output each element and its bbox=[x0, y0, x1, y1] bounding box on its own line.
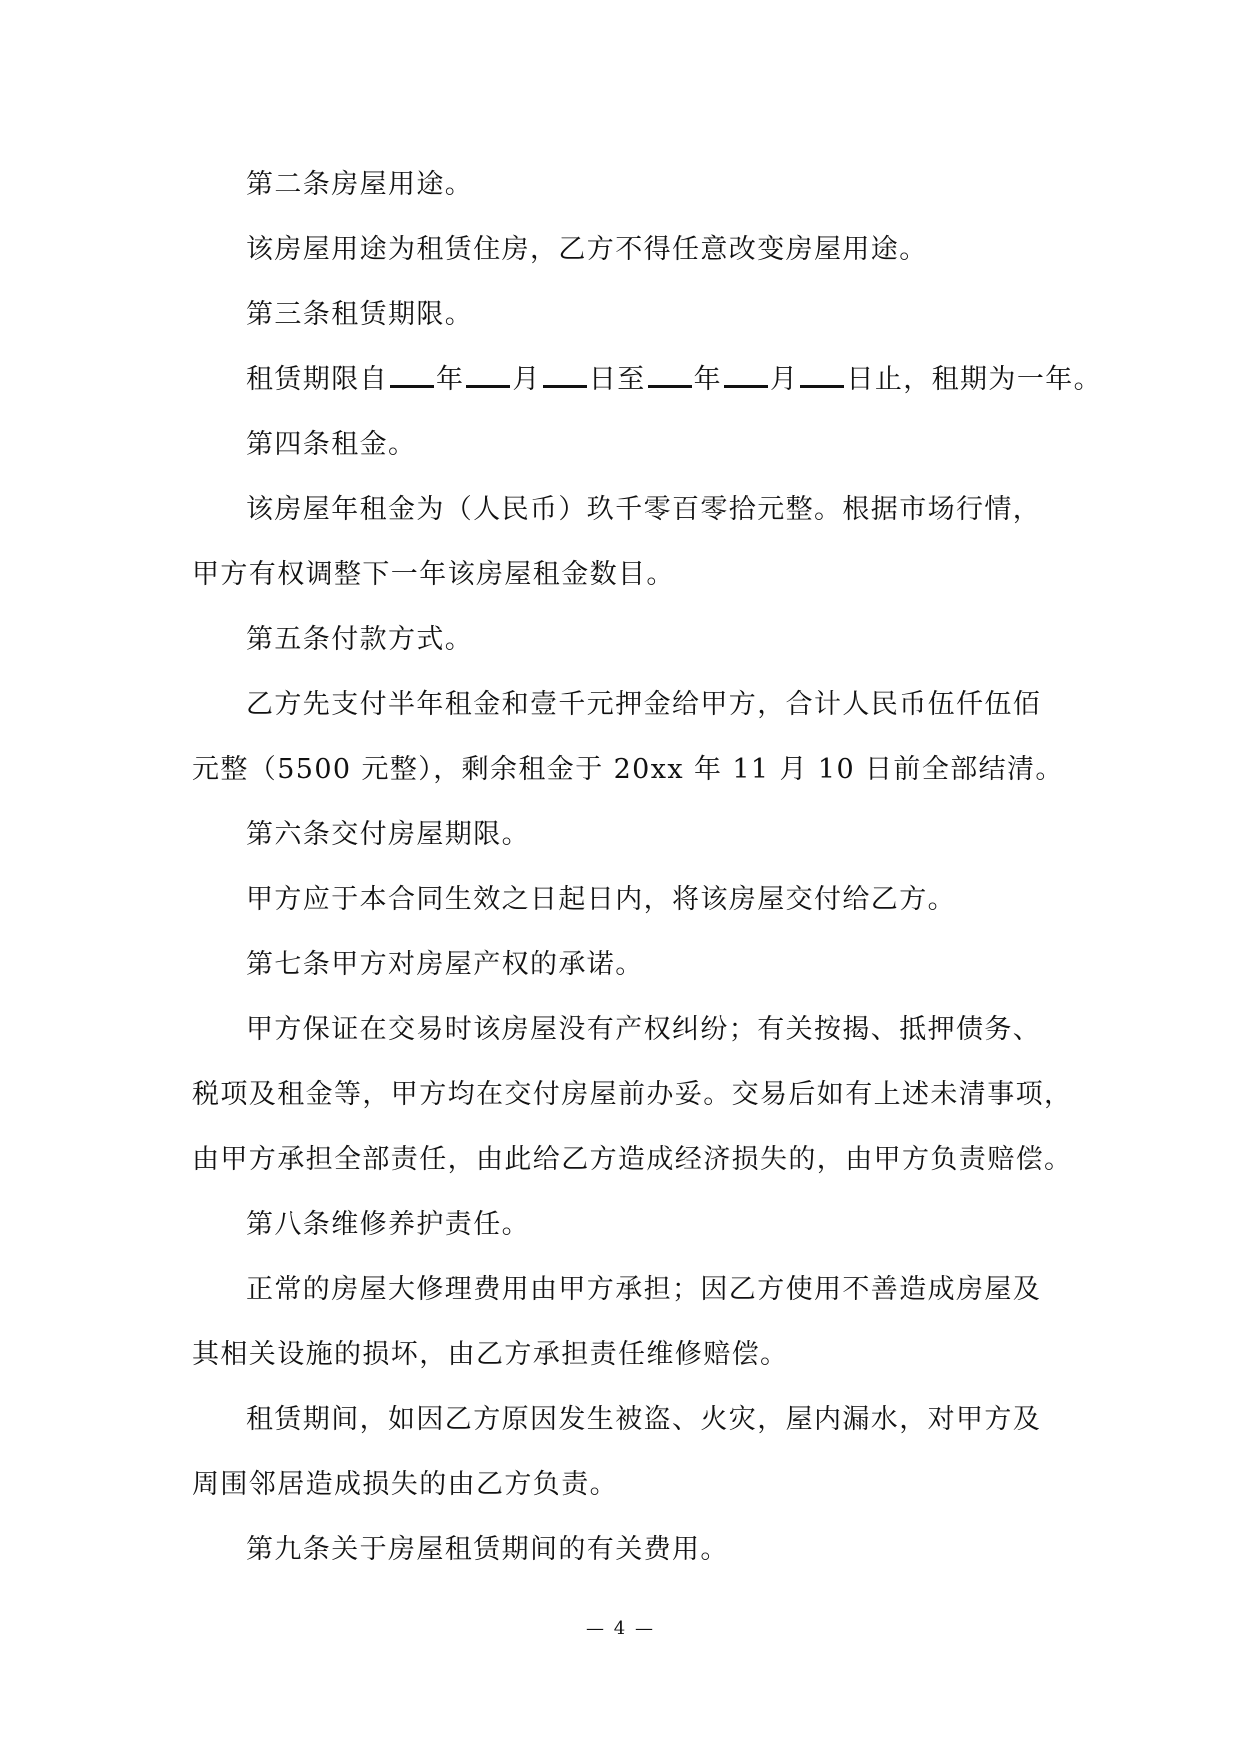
article-6-text: 甲方应于本合同生效之日起日内，将该房屋交付给乙方。 bbox=[246, 884, 956, 915]
lease-end-month-label: 月 bbox=[770, 364, 799, 395]
lease-term-end: 日止，租期为一年。 bbox=[846, 364, 1103, 395]
article-8-text-line2: 其相关设施的损坏，由乙方承担责任维修赔偿。 bbox=[192, 1339, 789, 1370]
lease-year-label: 年 bbox=[436, 364, 465, 395]
document-body bbox=[192, 152, 1103, 1582]
lease-end-year-label: 年 bbox=[693, 364, 723, 395]
page-number: — 4 — bbox=[586, 1618, 655, 1639]
article-7-text-line3: 由甲方承担全部责任，由此给乙方造成经济损失的，由甲方负责赔偿。 bbox=[192, 1144, 1073, 1175]
blank-start-year bbox=[390, 363, 434, 388]
lease-day-to-label: 日至 bbox=[588, 364, 646, 395]
blank-start-day bbox=[543, 363, 587, 388]
article-8-heading: 第八条维修养护责任。 bbox=[246, 1209, 530, 1240]
article-2-heading: 第二条房屋用途。 bbox=[246, 169, 474, 200]
article-7-text-line1: 甲方保证在交易时该房屋没有产权纠纷；有关按揭、抵押债务、 bbox=[246, 1014, 1042, 1045]
article-3-text bbox=[192, 347, 1103, 412]
article-5-text-line1: 乙方先支付半年租金和壹千元押金给甲方，合计人民币伍仟伍佰 bbox=[246, 689, 1042, 720]
article-4-text-line2: 甲方有权调整下一年该房屋租金数目。 bbox=[192, 559, 675, 590]
article-8-extra-line1: 租赁期间，如因乙方原因发生被盗、火灾，屋内漏水，对甲方及 bbox=[246, 1404, 1042, 1435]
blank-end-year bbox=[648, 363, 692, 388]
article-7-heading: 第七条甲方对房屋产权的承诺。 bbox=[246, 949, 644, 980]
article-9-heading: 第九条关于房屋租赁期间的有关费用。 bbox=[246, 1534, 729, 1565]
lease-month-label: 月 bbox=[512, 364, 541, 395]
article-8-text-line1: 正常的房屋大修理费用由甲方承担；因乙方使用不善造成房屋及 bbox=[246, 1274, 1042, 1305]
article-4-heading: 第四条租金。 bbox=[246, 429, 417, 460]
blank-end-day bbox=[800, 363, 844, 388]
article-4-text-line1: 该房屋年租金为（人民币）玖千零百零拾元整。根据市场行情， bbox=[246, 494, 1042, 525]
article-7-text-line2: 税项及租金等，甲方均在交付房屋前办妥。交易后如有上述未清事项， bbox=[192, 1079, 1073, 1110]
blank-start-month bbox=[466, 363, 510, 388]
lease-term-from: 租赁期限自 bbox=[246, 364, 388, 395]
article-6-heading: 第六条交付房屋期限。 bbox=[246, 819, 530, 850]
article-5-heading: 第五条付款方式。 bbox=[246, 624, 474, 655]
article-2-text: 该房屋用途为租赁住房，乙方不得任意改变房屋用途。 bbox=[246, 234, 928, 265]
article-8-extra-line2: 周围邻居造成损失的由乙方负责。 bbox=[192, 1469, 618, 1500]
blank-end-month bbox=[724, 363, 768, 388]
article-3-heading: 第三条租赁期限。 bbox=[246, 299, 474, 330]
article-5-text-line2: 元整（5500 元整），剩余租金于 20xx 年 11 月 10 日前全部结清。 bbox=[192, 754, 1064, 785]
